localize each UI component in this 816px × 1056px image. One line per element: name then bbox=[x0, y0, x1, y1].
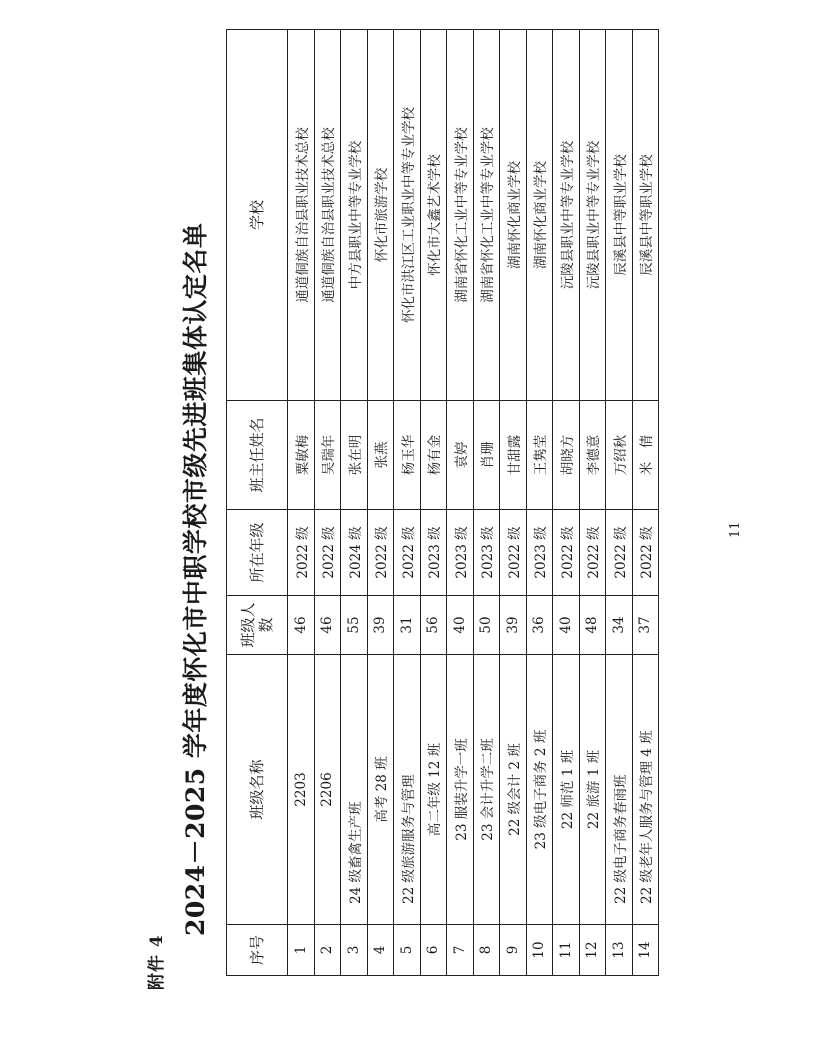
grade-cell: 2022 级 bbox=[553, 510, 580, 596]
row-number-cell: 10 bbox=[526, 925, 553, 976]
grade-cell: 2022 级 bbox=[632, 510, 659, 596]
class-name-cell: 23 会计升学二班 bbox=[473, 655, 500, 925]
table-header-row bbox=[227, 30, 288, 976]
teacher-name-cell: 米 倩 bbox=[632, 401, 659, 510]
teacher-name-cell: 肖珊 bbox=[473, 401, 500, 510]
table-row bbox=[579, 30, 606, 976]
table-row bbox=[447, 30, 474, 976]
table-row bbox=[314, 30, 341, 976]
student-count-cell: 34 bbox=[606, 596, 633, 655]
teacher-name-cell: 张燕 bbox=[367, 401, 394, 510]
grade-cell: 2023 级 bbox=[473, 510, 500, 596]
school-cell: 怀化市旅游学校 bbox=[367, 30, 394, 401]
grade-cell: 2022 级 bbox=[606, 510, 633, 596]
row-number-cell: 1 bbox=[288, 925, 315, 976]
grade-cell: 2022 级 bbox=[367, 510, 394, 596]
student-count-cell: 39 bbox=[500, 596, 527, 655]
table-row bbox=[367, 30, 394, 976]
header-cell: 所在年级 bbox=[227, 510, 288, 596]
school-cell: 沅陵县职业中等专业学校 bbox=[579, 30, 606, 401]
class-name-cell: 22 师范 1 班 bbox=[553, 655, 580, 925]
school-cell: 湖南怀化商业学校 bbox=[526, 30, 553, 401]
row-number-cell: 7 bbox=[447, 925, 474, 976]
class-name-cell: 24 级畜禽生产班 bbox=[341, 655, 368, 925]
student-count-cell: 36 bbox=[526, 596, 553, 655]
table-row bbox=[341, 30, 368, 976]
page-number: 11 bbox=[728, 521, 743, 538]
student-count-cell: 55 bbox=[341, 596, 368, 655]
school-cell: 通道侗族自治县职业技术总校 bbox=[314, 30, 341, 401]
school-cell: 沅陵县职业中等专业学校 bbox=[553, 30, 580, 401]
grade-cell: 2022 级 bbox=[288, 510, 315, 596]
row-number-cell: 4 bbox=[367, 925, 394, 976]
attachment-label: 附件 4 bbox=[147, 934, 167, 990]
class-name-cell: 22 级老年人服务与管理 4 班 bbox=[632, 655, 659, 925]
school-cell: 通道侗族自治县职业技术总校 bbox=[288, 30, 315, 401]
row-number-cell: 6 bbox=[420, 925, 447, 976]
grade-cell: 2023 级 bbox=[447, 510, 474, 596]
table-row bbox=[420, 30, 447, 976]
class-name-cell: 2203 bbox=[288, 655, 315, 925]
class-name-cell: 2206 bbox=[314, 655, 341, 925]
class-name-cell: 22 级旅游服务与管理 bbox=[394, 655, 421, 925]
student-count-cell: 37 bbox=[632, 596, 659, 655]
school-cell: 辰溪县中等职业学校 bbox=[606, 30, 633, 401]
school-cell: 湖南怀化商业学校 bbox=[500, 30, 527, 401]
school-cell: 怀化市洪江区工业职业中等专业学校 bbox=[394, 30, 421, 401]
grade-cell: 2023 级 bbox=[526, 510, 553, 596]
class-name-cell: 22 级电子商务春雨班 bbox=[606, 655, 633, 925]
teacher-name-cell: 杨有金 bbox=[420, 401, 447, 510]
table-row bbox=[606, 30, 633, 976]
table-row bbox=[632, 30, 659, 976]
teacher-name-cell: 甘甜露 bbox=[500, 401, 527, 510]
row-number-cell: 11 bbox=[553, 925, 580, 976]
class-name-cell: 高考 28 班 bbox=[367, 655, 394, 925]
student-count-cell: 46 bbox=[288, 596, 315, 655]
row-number-cell: 13 bbox=[606, 925, 633, 976]
table-row bbox=[526, 30, 553, 976]
header-cell: 班级名称 bbox=[227, 655, 288, 925]
page-title: 2024－2025 学年度怀化市中职学校市级先进班集体认定名单 bbox=[181, 222, 210, 936]
row-number-cell: 2 bbox=[314, 925, 341, 976]
class-name-cell: 高二年级 12 班 bbox=[420, 655, 447, 925]
student-count-cell: 31 bbox=[394, 596, 421, 655]
class-name-cell: 23 服装升学一班 bbox=[447, 655, 474, 925]
student-count-cell: 56 bbox=[420, 596, 447, 655]
teacher-name-cell: 袁婷 bbox=[447, 401, 474, 510]
student-count-cell: 40 bbox=[447, 596, 474, 655]
row-number-cell: 8 bbox=[473, 925, 500, 976]
grade-cell: 2024 级 bbox=[341, 510, 368, 596]
school-cell: 湖南省怀化工业中等专业学校 bbox=[447, 30, 474, 401]
class-name-cell: 22 旅游 1 班 bbox=[579, 655, 606, 925]
student-count-cell: 50 bbox=[473, 596, 500, 655]
grade-cell: 2022 级 bbox=[314, 510, 341, 596]
student-count-cell: 40 bbox=[553, 596, 580, 655]
roster-table bbox=[226, 29, 659, 976]
student-count-cell: 46 bbox=[314, 596, 341, 655]
teacher-name-cell: 胡晓方 bbox=[553, 401, 580, 510]
school-cell: 怀化市大鑫艺术学校 bbox=[420, 30, 447, 401]
row-number-cell: 12 bbox=[579, 925, 606, 976]
school-cell: 湖南省怀化工业中等专业学校 bbox=[473, 30, 500, 401]
row-number-cell: 5 bbox=[394, 925, 421, 976]
table-row bbox=[553, 30, 580, 976]
grade-cell: 2022 级 bbox=[500, 510, 527, 596]
class-name-cell: 23 级电子商务 2 班 bbox=[526, 655, 553, 925]
table-row bbox=[500, 30, 527, 976]
teacher-name-cell: 张在明 bbox=[341, 401, 368, 510]
header-cell: 班级人数 bbox=[227, 596, 288, 655]
class-name-cell: 22 级会计 2 班 bbox=[500, 655, 527, 925]
teacher-name-cell: 李德意 bbox=[579, 401, 606, 510]
row-number-cell: 3 bbox=[341, 925, 368, 976]
teacher-name-cell: 杨玉华 bbox=[394, 401, 421, 510]
row-number-cell: 14 bbox=[632, 925, 659, 976]
header-cell: 序号 bbox=[227, 925, 288, 976]
school-cell: 辰溪县中等职业学校 bbox=[632, 30, 659, 401]
teacher-name-cell: 万绍秋 bbox=[606, 401, 633, 510]
teacher-name-cell: 王隽莹 bbox=[526, 401, 553, 510]
header-cell: 班主任姓名 bbox=[227, 401, 288, 510]
school-cell: 中方县职业中等专业学校 bbox=[341, 30, 368, 401]
header-cell: 学校 bbox=[227, 30, 288, 401]
table-row bbox=[473, 30, 500, 976]
teacher-name-cell: 粟敏梅 bbox=[288, 401, 315, 510]
student-count-cell: 39 bbox=[367, 596, 394, 655]
table-row bbox=[394, 30, 421, 976]
grade-cell: 2023 级 bbox=[420, 510, 447, 596]
row-number-cell: 9 bbox=[500, 925, 527, 976]
student-count-cell: 48 bbox=[579, 596, 606, 655]
grade-cell: 2022 级 bbox=[394, 510, 421, 596]
table-row bbox=[288, 30, 315, 976]
teacher-name-cell: 吴瑞年 bbox=[314, 401, 341, 510]
grade-cell: 2022 级 bbox=[579, 510, 606, 596]
